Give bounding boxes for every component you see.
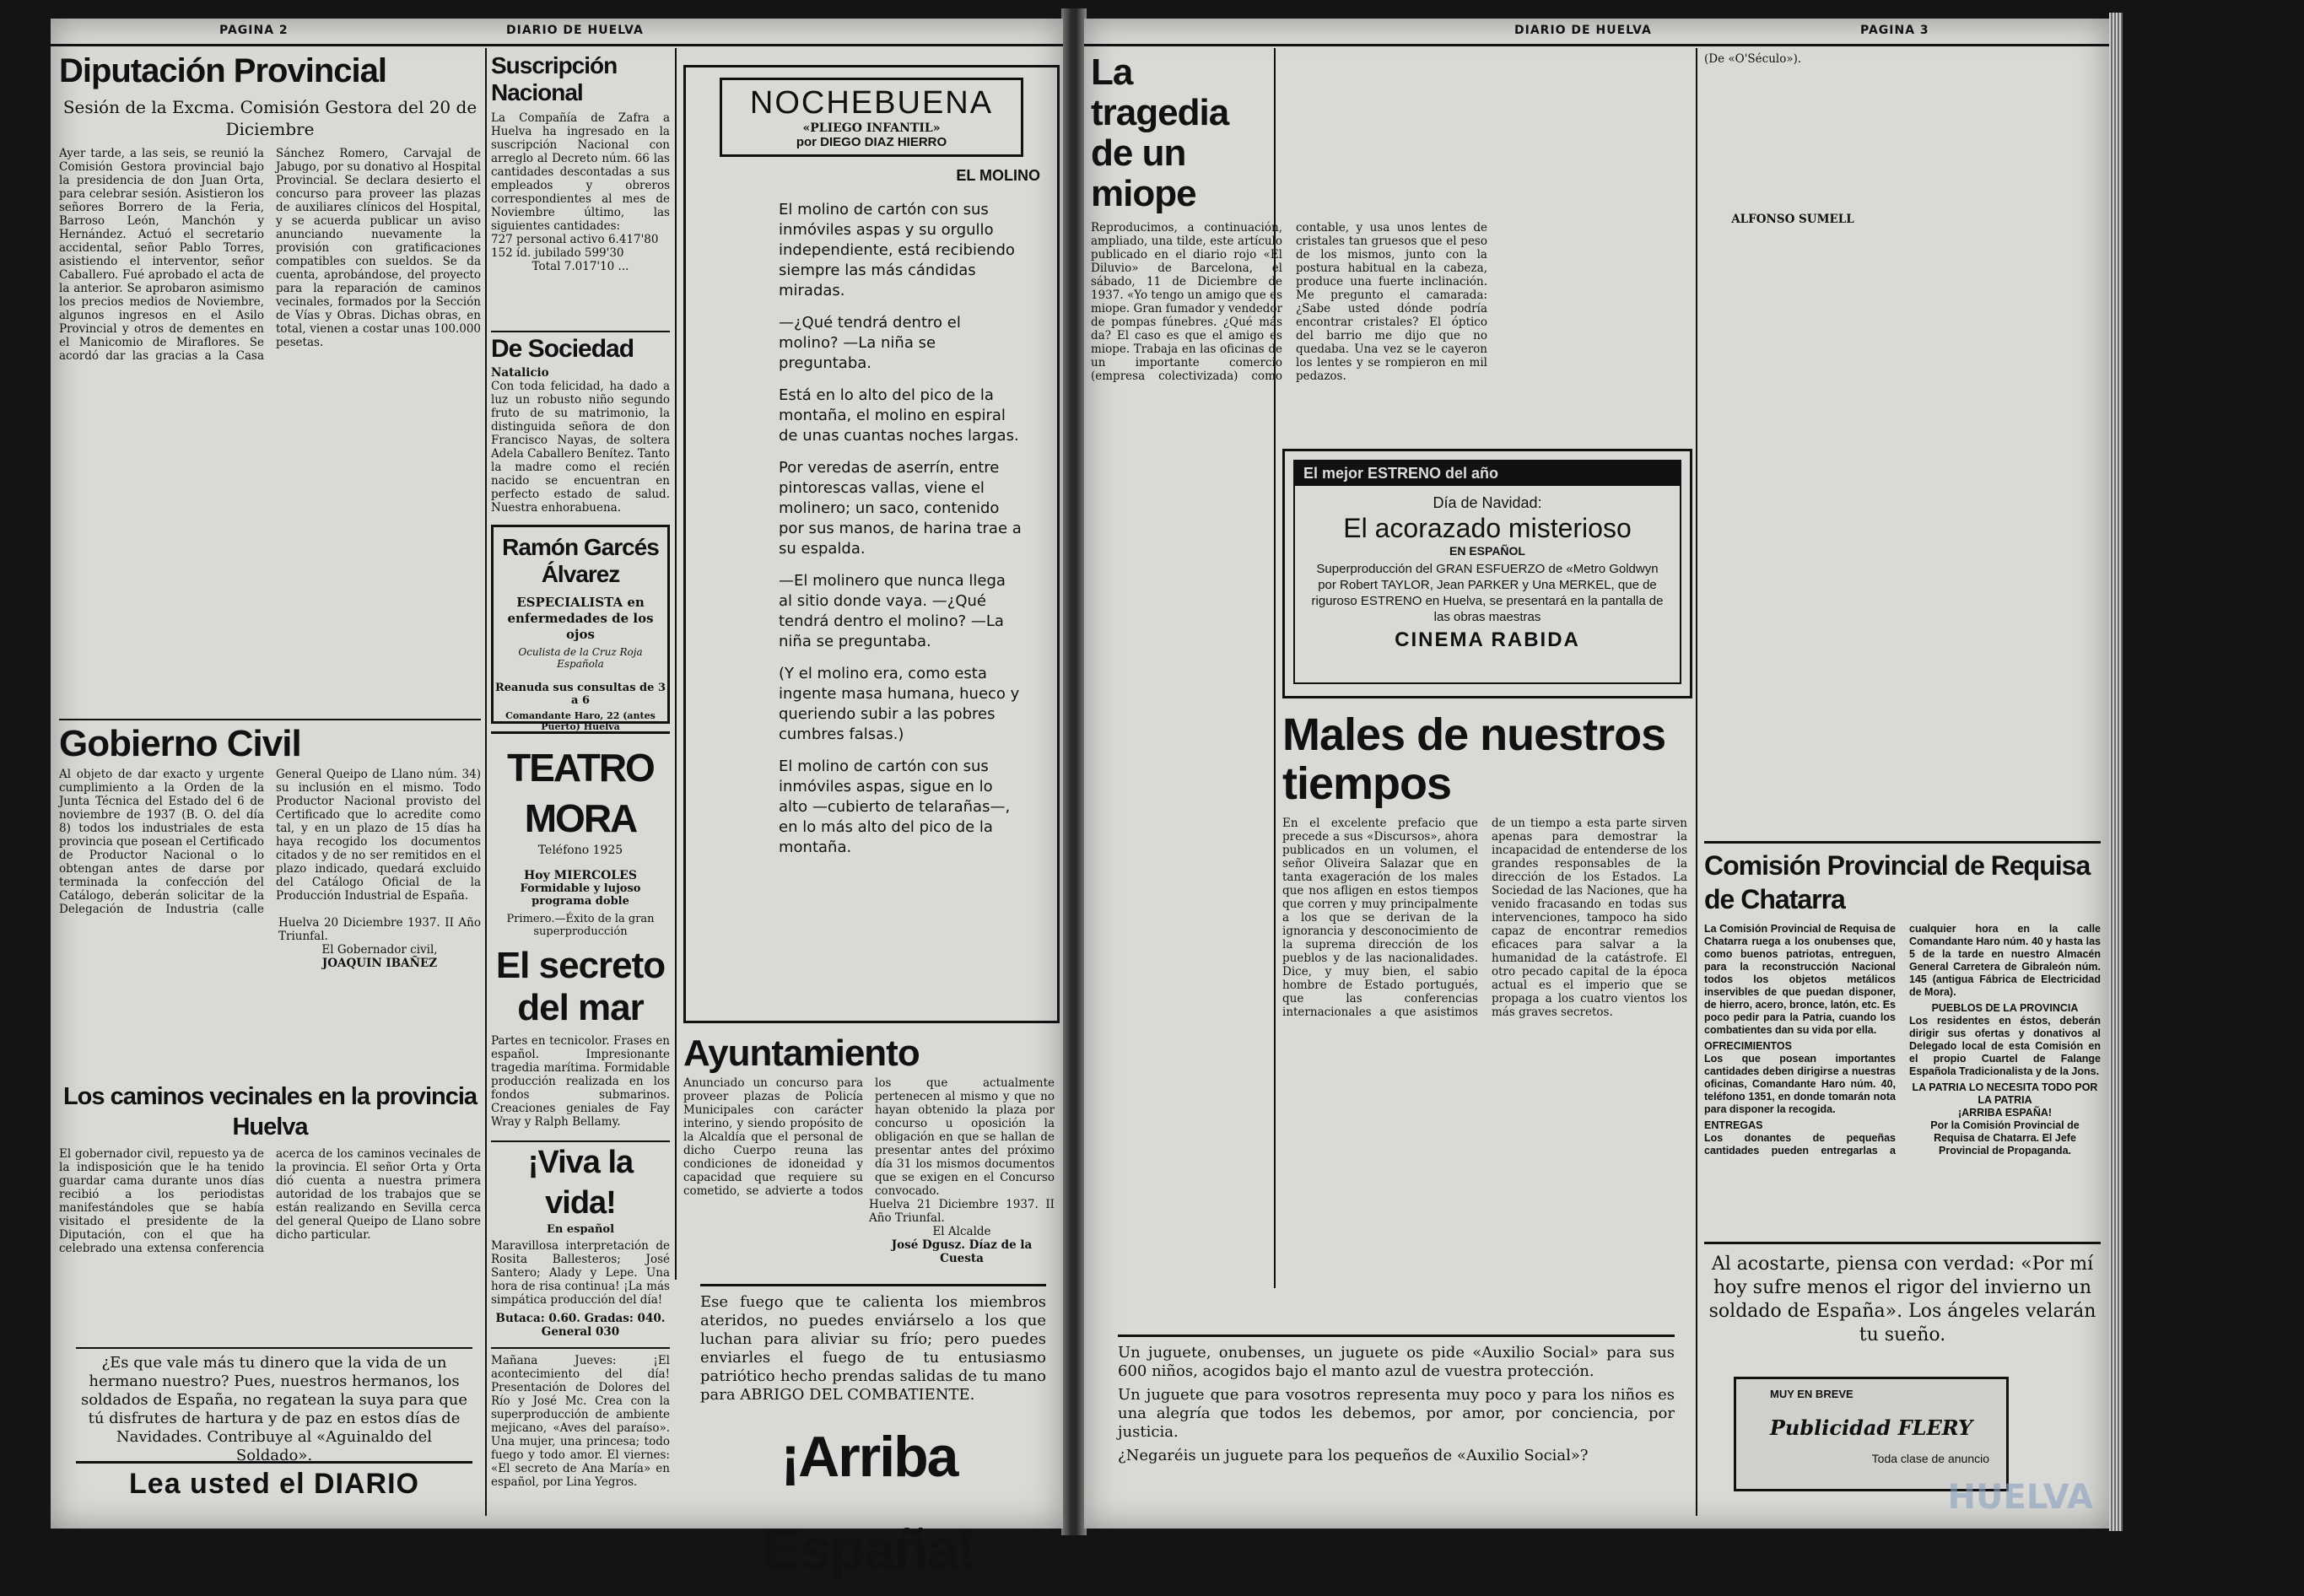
requisa-pueblos: Los residentes en éstos, deberán dirigir sus ofertas y donativos al Delegado local de esta Comisión en el propio Cuartel de Falange Española Tradicionalista y de la Jons. <box>1909 1015 2101 1077</box>
teatro-day: Hoy MIERCOLES <box>524 869 637 882</box>
gobierno-title: Gobierno Civil <box>59 723 301 764</box>
caminos-title: Los caminos vecinales en la provincia Huelva <box>62 1083 478 1140</box>
flery-bottom: Toda clase de anuncio <box>1871 1452 1989 1465</box>
requisa-h-pueblos: PUEBLOS DE LA PROVINCIA <box>1931 1002 2079 1014</box>
requisa-title: Comisión Provincial de Requisa de Chatarra <box>1704 850 2091 914</box>
arriba-box <box>683 1410 1055 1582</box>
juguete-box <box>1118 1334 1675 1506</box>
garces-specialty: ESPECIALISTA en enfermedades de los ojos <box>507 595 654 642</box>
film-secreto-desc: Partes en tecnicolor. Frases en español. Impresionante tragedia marítima. Formidable producción realizada en los fondos submarinos. Creaciones geniales de Fay Wray y Ralph Bellamy. <box>491 1034 670 1129</box>
requisa-body <box>1704 923 2101 1157</box>
garces-address: Comandante Haro, 22 (antes Puerto) Huelva <box>505 710 656 732</box>
males-title: Males de nuestros tiempos <box>1282 709 1666 809</box>
caminos-body: El gobernador civil, repuesto ya de la indisposición que le ha tenido guardar cama durante unos días recibió a los periodistas manifestándoles que se había visitado el presidente de la Diputación, con el que ha celebrado una extensa conferencia acerca de los caminos vecinales de la provincia. El señor Orta y Orta dió cuenta a nuestra primera autoridad de los trabajos que se están realizando en Sevilla cerca del general Queipo de Llano sobre dicho particular. <box>59 1147 481 1255</box>
diputacion-subtitle: Sesión de la Excma. Comisión Gestora del 20 de Diciembre <box>62 97 478 139</box>
column-rule <box>675 48 677 1280</box>
requisa-article <box>1704 841 2101 1240</box>
aguinaldo-box <box>76 1347 472 1464</box>
sociedad-body: Con toda felicidad, ha dado a luz un robusto niño segundo fruto de su matrimonio, la distinguida señora de don Francisco Nayas, de soltera Adela Caballero Benítez. Tanto la madre como el recién nacido se encuentran en perfecto estado de salud. Nuestra enhorabuena. <box>491 380 670 515</box>
gobierno-sign-place: Huelva 20 Diciembre 1937. II Año Triunfal. <box>278 916 481 943</box>
nochebuena-title: NOCHEBUENA <box>749 85 994 121</box>
column-rule <box>1696 48 1697 1516</box>
caminos-article <box>59 1081 481 1343</box>
column-rule <box>485 48 487 1516</box>
ayuntamiento-sign-role: El Alcalde <box>932 1225 991 1238</box>
sociedad-article <box>491 331 670 518</box>
diputacion-body: Ayer tarde, a las seis, se reunió la Comisión Gestora provincial bajo la presidencia de don Juan Orta, para celebrar sesión. Asistieron los señores Borrero de la Feria, Barroso León, Manchón y Hernández. Actuó el secretario accidental, señor Pablo Torres, asistiendo el interventor, señor Caballero. Fué aprobado el acta de la anterior. Se aprobaron asimismo los precios medios de Noviembre, algunos ingresos en el Asilo Provincial y otros de dementes en el Manicomio de Miraflores. Se acordó dar las gracias a la Casa Sánchez Romero, Carvajal de Jabugo, por su donativo al Hospital Provincial. Se declara desierto el concurso para proveer las plazas de auxiliares clínicos del Hospital, y se acuerda publicar un aviso anunciando nuevamente la provisión con gratificaciones compatibles con sueldos. Se da cuenta, aprobándose, del proyecto para la reparación de caminos vecinales, formados por la Sección de Vías y Obras. Dichas obras, en total, vienen a costar unas 100.000 pesetas. <box>59 147 481 363</box>
estreno-day: Día de Navidad: <box>1433 494 1542 511</box>
gobierno-article <box>59 719 481 1108</box>
ayuntamiento-title: Ayuntamiento <box>683 1033 920 1074</box>
teatro-phone: Teléfono 1925 <box>537 844 623 857</box>
suscripcion-title: Suscripción Nacional <box>491 52 618 105</box>
film-viva-title: ¡Viva la vida! <box>491 1140 670 1223</box>
suscripcion-article <box>491 52 670 322</box>
film-viva-desc: Maravillosa interpretación de Rosita Ballesteros; José Santero; Alady y Lepe. Una hora de risa continua! ¡La más simpática producción del día! <box>491 1239 670 1307</box>
right-masthead: DIARIO DE HUELVA <box>1514 24 1652 37</box>
miope-sign-box <box>1704 213 1881 238</box>
poem-body <box>686 185 1057 858</box>
acostarte-box <box>1704 1242 2101 1362</box>
fuego-box <box>700 1284 1046 1405</box>
poem-stanza: El molino de cartón con sus inmóviles aspas y su orgullo independiente, está recibiendo siempre las más cándidas miradas. <box>779 201 1015 299</box>
flery-top: MUY EN BREVE <box>1770 1388 1853 1400</box>
juguete-p1: Un juguete, onubenses, un juguete os pide «Auxilio Social» para sus 600 niños, acogidos bajo el manto azul de vuestra protección. <box>1118 1344 1675 1380</box>
ayuntamiento-sign-place: Huelva 21 Diciembre 1937. II Año Triunfal. <box>869 1198 1055 1225</box>
fuego-text: Ese fuego que te calienta los miembros ateridos, no puedes enviárselo a los que luchan para aliviar su frío; pero puedes enviarles el fuego de tu entusiasmo patriótico hecho prendas salidas de tu mano para ABRIGO DEL COMBATIENTE. <box>700 1293 1046 1404</box>
right-page-number: PAGINA 3 <box>1860 24 1929 37</box>
teatro-program: Formidable y lujoso programa doble <box>520 882 641 908</box>
teatro-mora-ad <box>491 731 670 1518</box>
teatro-prices: Butaca: 0.60. Gradas: 040. General 030 <box>495 1312 666 1339</box>
garces-ad <box>491 525 670 732</box>
suscripcion-line1: 727 personal activo 6.417'80 <box>491 233 659 246</box>
gobierno-body: Al objeto de dar exacto y urgente cumplimiento a la Orden de la Junta Técnica del Estado del 6 de noviembre de 1937 (B. O. del día 8) todos los industriales de esta provincia que posean el Certificado de Productor Nacional o lo obtengan antes de darse por terminada la confección del Catálogo, deberán solicitar de la Delegación de Industria (calle General Queipo de Llano núm. 34) su inclusión en el mismo. Todo Productor Nacional provisto del Certificado que lo acredite como tal, y en un plazo de 15 días ha haya recogido los documentos citados y de no ser remitidos en el plazo indicado, quedará excluido del Catálogo Oficial de la Producción Industrial de España. <box>59 768 481 916</box>
ayuntamiento-sign-name: José Dgusz. Díaz de la Cuesta <box>891 1238 1033 1265</box>
acostarte-text: Al acostarte, piensa con verdad: «Por mí hoy sufre menos el rigor del invierno un soldado de España». Los ángeles velarán tu sueño. <box>1708 1254 2096 1345</box>
requisa-intro: La Comisión Provincial de Requisa de Chatarra ruega a los onubenses que, como buenos patriotas, entreguen, para la reconstrucción Nacional todos los objetos metálicos inservibles de que puedan disponer, de hierro, acero, bronce, latón, etc. Es poco pedir para la Patria, cuando los combatientes dan su vida por ella. <box>1704 923 1896 1036</box>
requisa-sign: Por la Comisión Provincial de Requisa de Chatarra. El Jefe Provincial de Propaganda. <box>1930 1119 2080 1157</box>
nochebuena-header <box>720 78 1023 157</box>
top-rule <box>1084 44 2109 46</box>
lea-diario-box <box>76 1461 472 1506</box>
requisa-h-ofrecimientos: OFRECIMIENTOS <box>1704 1040 1792 1052</box>
estreno-ad <box>1282 449 1692 698</box>
flery-name: Publicidad FLERY <box>1769 1415 1973 1440</box>
ayuntamiento-article <box>683 1031 1055 1275</box>
nochebuena-box <box>683 65 1060 1023</box>
males-article <box>1282 710 1687 1292</box>
requisa-slogan2: ¡ARRIBA ESPAÑA! <box>1957 1107 2053 1119</box>
requisa-entregas: Los donantes de pequeñas cantidades pueden entregarlas a cualquier hora en la calle Comandante Haro núm. 40 y hasta las 5 de la tarde en nuestro Almacén General Carretera de Gibraleón núm. 145 (antigua Fábrica de Electricidad de Mora). <box>1704 923 2101 1157</box>
males-body: En el excelente prefacio que precede a sus «Discursos», ahora publicados en un volumen, el señor Oliveira Salazar que en tanta exageración de los males que nos afligen en estos tiempos que corren y muy principalmente a los que se derivan de la ignorancia y desconocimiento de la suprema dirección de los pueblos y de las nacionalidades. Dice, y muy bien, el sabio hombre de Estado portugués, que las conferencias internacionales a que asistimos de un tiempo a esta parte sirven apenas para demostrar la incapacidad de entenderse de los grandes responsables de la dirección de los Estados. La Sociedad de las Naciones, que ha venido fracasando en todas sus intervenciones, tampoco ha sido capaz de encontrar remedios eficaces para salvar a la humanidad de la catástrofe. El otro pecado capital de la época actual es el imperio que se propaga a los cuatro vientos los más graves secretos. <box>1282 817 1687 1019</box>
arriba-espana: ¡Arriba España! <box>763 1425 975 1582</box>
miope-sign: ALFONSO SUMELL <box>1731 213 1854 226</box>
left-masthead: DIARIO DE HUELVA <box>506 24 644 37</box>
gobierno-sign-name: JOAQUIN IBAÑEZ <box>321 957 438 970</box>
page-stack-edge <box>2109 13 2123 1531</box>
poem-stanza: Está en lo alto del pico de la montaña, el molino en espiral de unas cuantas noches largas. <box>779 386 1019 445</box>
flery-ad <box>1734 1377 2009 1491</box>
teatro-name: TEATRO MORA <box>507 746 654 840</box>
poem-title: EL MOLINO <box>956 167 1040 184</box>
miope-title: La tragedia de un miope <box>1091 51 1229 214</box>
garces-name: Ramón Garcés Álvarez <box>502 534 659 587</box>
requisa-ofrecimientos: Los que posean importantes cantidades deben dirigirse a nuestras oficinas, Comandante Haro núm. 40, teléfono 1351, en donde tomarán nota para disponer la recogida. <box>1704 1053 1896 1115</box>
juguete-p3: ¿Negaréis un juguete para los pequeños de «Auxilio Social»? <box>1118 1447 1589 1464</box>
juguete-p2: Un juguete que para vosotros representa muy poco y para los niños es una alegría que todos les debemos, por amor, por conciencia, por justicia. <box>1118 1386 1675 1441</box>
requisa-slogan1: LA PATRIA LO NECESITA TODO POR LA PATRIA <box>1912 1081 2098 1106</box>
ayuntamiento-body: Anunciado un concurso para proveer plazas de Policía Municipales con carácter interino, y siendo propósito de la Alcaldía que el personal de dicho Cuerpo reuna las condiciones de idoneidad y capacidad que requiere su cometido, se advierte a todos los que actualmente pertenecen al mismo y que no hayan obtenido la plaza por concurso u oposición la obligación en que se hallan de presentar antes del próximo día 31 los mismos documentos que se exigen en el Concurso convocado. <box>683 1076 1055 1198</box>
gobierno-sign-role: El Gobernador civil, <box>321 943 438 957</box>
left-page <box>51 19 1063 1582</box>
top-rule <box>51 44 1063 46</box>
sociedad-title: De Sociedad <box>491 335 634 363</box>
poem-stanza: (Y el molino era, como esta ingente masa humana, hueco y queriendo subir a las pobres cumbres falsas.) <box>779 665 1020 743</box>
poem-stanza: —¿Qué tendrá dentro el molino? —La niña se preguntaba. <box>779 314 961 372</box>
aguinaldo-text: ¿Es que vale más tu dinero que la vida de un hermano nuestro? Pues, nuestros hermanos, los soldados de España, no regatean la suya para que tú disfrutes de hartura y de paz en estos días de Navidades. Contribuye al «Aguinaldo del Soldado». <box>80 1354 468 1464</box>
poem-stanza: —El molinero que nunca llega al sitio donde vaya. —¿Qué tendrá dentro el molino? —La niña se preguntaba. <box>779 572 1006 650</box>
poem-stanza: El molino de cartón con sus inmóviles aspas, sigue en lo alto —cubierto de telarañas—, en lo más alto del pico de la montaña. <box>779 758 1011 856</box>
teatro-note: Primero.—Éxito de la gran superproducción <box>506 913 655 938</box>
diputacion-article <box>59 52 481 710</box>
garces-position: Oculista de la Cruz Roja Española <box>518 646 643 670</box>
film-viva-sub: En español <box>546 1223 615 1236</box>
nochebuena-author: por DIEGO DIAZ HIERRO <box>796 135 947 149</box>
miope-body: Reproducimos, a continuación, ampliado, una tilde, este artículo publicado en el diario rojo «El Diluvio» de Barcelona, el sábado, 11 de Diciembre de 1937. «Yo tengo un amigo que es miope. Gran fumador y vendedor de pompas fúnebres. ¿Qué más da? El caso es que el amigo es miope. Trabaja en las oficinas de un importante comercio (empresa colectivizada) como contable, y usa unos lentes de cristales tan gruesos que el peso de los mismos, junto con la postura habitual en la cabeza, produce una fuerte inclinación. Me pregunto el camarada: ¿Sabe usted dónde podría encontrar cristales? El óptico del barrio me dijo que no quedaba. Una vez se le cayeron los lentes y se rompieron en mil pedazos. <box>1091 221 1487 383</box>
film-secreto-title: El secreto del mar <box>495 945 666 1028</box>
right-page <box>1084 19 2109 1529</box>
estreno-desc: Superproducción del GRAN ESFUERZO de «Metro Goldwyn por Robert TAYLOR, Jean PARKER y Una MERKEL, que de riguroso ESTRENO en Huelva, se presentará en la pantalla de las obras maestras <box>1311 562 1664 624</box>
males-source: (De «O'Século»). <box>1704 52 1802 66</box>
estreno-film: El acorazado misterioso <box>1343 513 1632 543</box>
estreno-cinema: CINEMA RABIDA <box>1395 628 1580 651</box>
requisa-h-entregas: ENTREGAS <box>1704 1119 1763 1131</box>
left-page-number: PAGINA 2 <box>219 24 289 37</box>
garces-hours: Reanuda sus consultas de 3 a 6 <box>494 682 666 707</box>
estreno-inner <box>1293 460 1681 684</box>
nochebuena-subtitle: «PLIEGO INFANTIL» <box>802 121 941 135</box>
diputacion-title: Diputación Provincial <box>59 52 386 89</box>
poem-stanza: Por veredas de aserrín, entre pintorescas vallas, viene el molinero; un saco, contenido por sus manos, de harina trae a su espalda. <box>779 459 1022 558</box>
estreno-lang: EN ESPAÑOL <box>1449 544 1525 558</box>
archive-watermark: HUELVA <box>1947 1478 2093 1517</box>
lea-diario: Lea usted el DIARIO <box>129 1468 419 1500</box>
suscripcion-total: Total 7.017'10 ... <box>531 260 629 273</box>
page-gutter <box>1061 8 1087 1535</box>
estreno-header: El mejor ESTRENO del año <box>1295 461 1680 486</box>
suscripcion-line2: 152 íd. jubilado 599'30 <box>491 246 624 260</box>
sociedad-subtitle: Natalicio <box>491 366 549 380</box>
suscripcion-body: La Compañía de Zafra a Huelva ha ingresado en la suscripción Nacional con arreglo al Decreto núm. 66 las cantidades descontadas a sus empleados y obreros correspondientes al mes de Noviembre último, las siguientes cantidades: <box>491 111 670 233</box>
teatro-next: Mañana Jueves: ¡El acontecimiento del día! Presentación de Dolores del Río y José Mc. Crea con la superproducción de ambiente mejicano, «Aves del paraíso». Una mujer, una princesa; todo fuego y todo amor. El viernes: «El secreto de Ana María» en español, por Lina Yegros. <box>491 1347 670 1489</box>
right-column-continuation <box>1704 52 2101 179</box>
